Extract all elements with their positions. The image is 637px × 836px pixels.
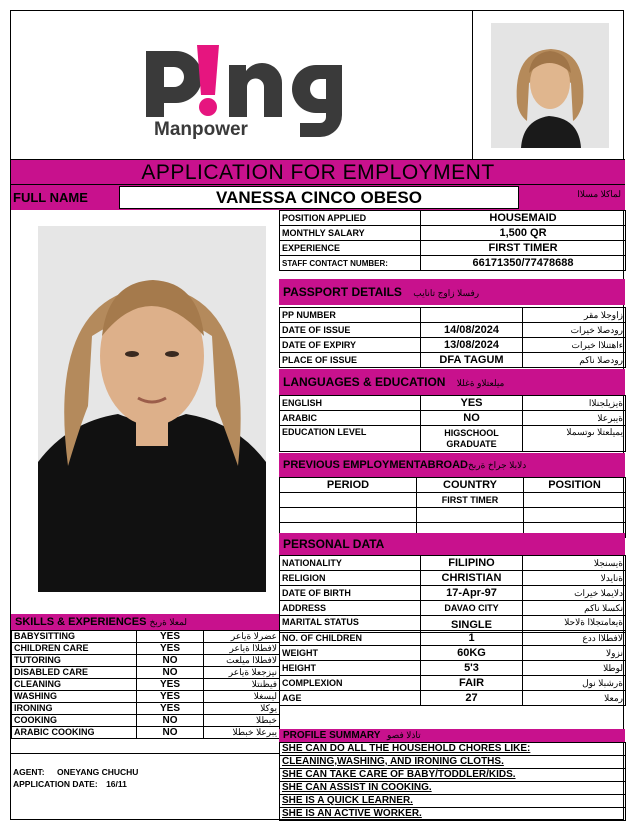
previous-heading-text: PREVIOUS EMPLOYMENTABROAD [283,459,468,471]
skill-label: COOKING [12,715,137,727]
skill-value: YES [137,643,204,655]
passport-heading-arabic: رفسلا زاوج تانايب [413,288,480,298]
skill-value: NO [137,715,204,727]
table-row [280,631,626,646]
skills-heading-text: SKILLS & EXPERIENCES [15,616,147,628]
list-item [280,795,626,808]
skill-label: IRONING [12,703,137,715]
profile-summary-heading [279,729,625,742]
cell-label: PP NUMBER [280,308,421,323]
cell-value: FILIPINO [421,556,523,571]
cell-value: 27 [421,691,523,706]
cell-label: ENGLISH [280,396,421,411]
personal-data-table [279,555,626,633]
cell-label: MARITAL STATUS [280,616,421,633]
languages-table [279,395,626,452]
cell-value: 14/08/2024 [421,323,523,338]
cell-label: EDUCATION LEVEL [280,426,421,452]
cell-arabic: ةرشبلا نول [523,676,626,691]
personal-heading-text: PERSONAL DATA [283,537,385,551]
application-sheet [10,10,624,820]
table-row [12,715,280,727]
skill-value: YES [137,631,204,643]
cell-label: HEIGHT [280,661,421,676]
table-row [280,676,626,691]
cell-value [280,508,417,523]
cell-label: NO. OF CHILDREN [280,631,421,646]
table-row [280,241,626,256]
table-row [280,426,626,452]
table-row [12,667,280,679]
column-header: POSITION [524,478,626,493]
skill-value: NO [137,727,204,739]
table-row [12,655,280,667]
cell-value: 13/08/2024 [421,338,523,353]
physical-data-table [279,630,626,706]
column-header: COUNTRY [417,478,524,493]
skill-arabic: لافطلاا ميلعت [204,655,280,667]
cell-value: FIRST TIMER [417,493,524,508]
summary-line: SHE IS AN ACTIVE WORKER. [280,808,626,821]
passport-heading [279,279,625,305]
cell-arabic: نزولا [523,646,626,661]
cell-arabic: رودصلا ناكم [523,353,626,368]
contact-value: 66171350/77478688 [421,256,626,271]
contact-label: STAFF CONTACT NUMBER: [280,256,421,271]
languages-heading-text: LANGUAGES & EDUCATION [283,375,446,389]
skill-arabic: يبرعلا خبطلا [204,727,280,739]
list-item [280,782,626,795]
cell-label: ADDRESS [280,601,421,616]
skill-value: NO [137,655,204,667]
skill-label: CLEANING [12,679,137,691]
skill-arabic: نيزجعلا ةياعر [204,667,280,679]
languages-heading-arabic: ميلعتلاو ةغللا [456,378,505,388]
cell-value: FAIR [421,676,523,691]
cell-value [524,493,626,508]
table-row [12,703,280,715]
cell-value: 17-Apr-97 [421,586,523,601]
table-row [280,508,626,523]
cell-label: DATE OF ISSUE [280,323,421,338]
small-photo-frame [473,11,625,159]
summary-line: SHE IS A QUICK LEARNER. [280,795,626,808]
profile-summary-list [279,742,626,821]
table-row [280,601,626,616]
cell-arabic: نكسلا ناكم [523,601,626,616]
table-row [280,338,626,353]
cell-arabic: لافطلاا ددع [523,631,626,646]
salary-value: 1,500 QR [421,226,626,241]
cell-arabic: لوطلا [523,661,626,676]
summary-line: SHE CAN ASSIST IN COOKING. [280,782,626,795]
skills-table [11,630,280,739]
table-row [280,256,626,271]
position-label: POSITION APPLIED [280,211,421,226]
cell-label: COMPLEXION [280,676,421,691]
table-row [280,493,626,508]
column-header: PERIOD [280,478,417,493]
table-row [12,679,280,691]
cell-arabic: دلايملا خيرات [523,586,626,601]
skill-value: YES [137,703,204,715]
full-name-arabic-label: لماكلا مسلاا [577,189,621,199]
skill-arabic: لافطلاا ةياعر [204,643,280,655]
skill-arabic: ليسغلا [204,691,280,703]
full-name-label: FULL NAME [13,190,88,205]
summary-line: SHE CAN TAKE CARE OF BABY/TODDLER/KIDS. [280,769,626,782]
cell-value: DAVAO CITY [421,601,523,616]
skill-label: WASHING [12,691,137,703]
application-date-label: APPLICATION DATE: [13,779,98,789]
skill-arabic: خبطلا [204,715,280,727]
previous-employment-heading [279,453,625,477]
skill-label: DISABLED CARE [12,667,137,679]
logo-subtitle: Manpower [154,119,248,140]
skill-arabic: فيظنتلا [204,679,280,691]
skill-label: CHILDREN CARE [12,643,137,655]
list-item [280,769,626,782]
table-row [280,661,626,676]
table-row [280,571,626,586]
table-row [280,556,626,571]
cell-value: CHRISTIAN [421,571,523,586]
previous-heading-arabic: دلابلا جراخ ةربخ [467,460,527,470]
summary-line: SHE CAN DO ALL THE HOUSEHOLD CHORES LIKE: [280,743,626,756]
cell-arabic: رودصلا خيرات [523,323,626,338]
cell-value: YES [421,396,523,411]
agent-line [13,766,273,778]
skill-value: YES [137,691,204,703]
cell-value: DFA TAGUM [421,353,523,368]
personal-data-heading [279,533,625,555]
cell-value [280,493,417,508]
cell-label: RELIGION [280,571,421,586]
list-item [280,756,626,769]
cell-value: SINGLE [421,616,523,633]
cell-arabic: يميلعتلا ىوتسملا [523,426,626,452]
languages-heading [279,369,625,395]
table-row [280,396,626,411]
logo-area [11,11,473,159]
cell-arabic: ةيعامتجلاا ةلاحلا [523,616,626,633]
skill-arabic: عضرلا ةياعر [204,631,280,643]
ping-logo [11,11,473,159]
previous-employment-table [279,477,626,538]
table-header-row [280,478,626,493]
cell-value [421,308,523,323]
skills-heading [11,614,279,631]
cell-arabic: رمعلا [523,691,626,706]
skill-label: ARABIC COOKING [12,727,137,739]
summary-heading-arabic: تاذلا فصو [387,730,421,740]
skill-label: BABYSITTING [12,631,137,643]
cell-value: NO [421,411,523,426]
agent-divider [11,753,279,754]
cell-arabic: ءاهتنلاا خيرات [523,338,626,353]
cell-arabic: زاوجلا مقر [523,308,626,323]
table-row [280,646,626,661]
cell-value: 60KG [421,646,523,661]
full-name-band [11,185,625,210]
summary-heading-text: PROFILE SUMMARY [283,730,381,741]
table-row [280,691,626,706]
table-row [280,308,626,323]
cell-arabic: ةيبرعلا [523,411,626,426]
skills-heading-arabic: لمعلا ةربخ [149,617,188,627]
table-row [12,643,280,655]
cell-value: 1 [421,631,523,646]
full-name-value: VANESSA CINCO OBESO [119,186,519,209]
agent-name: ONEYANG CHUCHU [57,767,139,777]
list-item [280,808,626,821]
cell-value [417,508,524,523]
agent-info [13,766,273,790]
table-row [280,353,626,368]
cell-label: WEIGHT [280,646,421,661]
experience-value: FIRST TIMER [421,241,626,256]
cell-label: ARABIC [280,411,421,426]
passport-table [279,307,626,368]
table-row [12,727,280,739]
skill-value: NO [137,667,204,679]
skill-label: TUTORING [12,655,137,667]
skill-arabic: يوكلا [204,703,280,715]
cell-label: DATE OF EXPIRY [280,338,421,353]
applicant-photo [38,226,266,592]
cell-label: PLACE OF ISSUE [280,353,421,368]
cell-label: NATIONALITY [280,556,421,571]
applicant-photo-small [491,23,609,148]
salary-label: MONTHLY SALARY [280,226,421,241]
application-date-value: 16/11 [106,779,127,789]
table-row [12,691,280,703]
agent-label: AGENT: [13,767,45,777]
cell-arabic: ةيسنجلا [523,556,626,571]
table-row [280,211,626,226]
skill-value: YES [137,679,204,691]
table-row [280,411,626,426]
cell-label: AGE [280,691,421,706]
table-row [280,226,626,241]
summary-line: CLEANING,WASHING, AND IRONING CLOTHS. [280,756,626,769]
table-row [280,323,626,338]
title-band [11,159,625,185]
table-row [280,586,626,601]
page-title: APPLICATION FOR EMPLOYMENT [141,161,495,184]
list-item [280,743,626,756]
position-table [279,210,626,271]
passport-heading-text: PASSPORT DETAILS [283,285,402,299]
cell-label: DATE OF BIRTH [280,586,421,601]
cell-value: 5'3 [421,661,523,676]
experience-label: EXPERIENCE [280,241,421,256]
cell-value: HIGSCHOOL GRADUATE [421,426,523,452]
applicant-photo-large [38,226,266,592]
cell-arabic: ةيزيلجنلاا [523,396,626,411]
application-date-line [13,778,273,790]
table-row [12,631,280,643]
cell-value [524,508,626,523]
cell-arabic: ةنايدلا [523,571,626,586]
position-value: HOUSEMAID [421,211,626,226]
